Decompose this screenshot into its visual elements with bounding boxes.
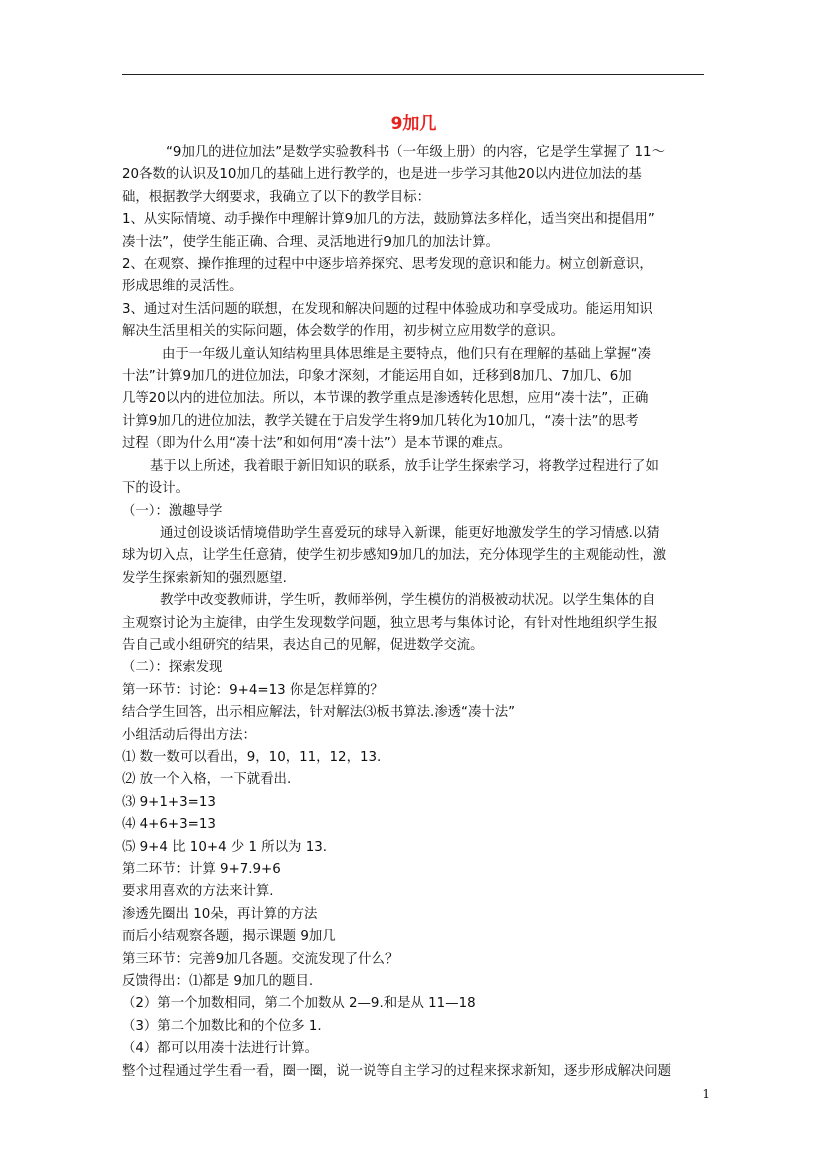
- text-line: 发学生探索新知的强烈愿望.: [122, 570, 287, 586]
- text-line: 十法”计算9加几的进位加法，印象才深刻，才能运用自如，迁移到8加几、7加几、6加: [122, 369, 632, 385]
- text-line: 1、从实际情境、动手操作中理解计算9加几的方法，鼓励算法多样化，适当突出和提倡用”: [122, 212, 655, 228]
- text-line: “9加几的进位加法”是数学实验教科书（一年级上册）的内容，它是学生掌握了 11～: [166, 145, 665, 160]
- text-line: 球为切入点，让学生任意猜，使学生初步感知9加几的加法，充分体现学生的主观能动性，激: [122, 548, 667, 564]
- text-line: 3、通过对生活问题的联想，在发现和解决问题的过程中体验成功和享受成功。能运用知识: [122, 301, 653, 317]
- text-line: 通过创设谈话情境借助学生喜爱玩的球导入新课，能更好地激发学生的学习情感.以猜: [160, 525, 660, 541]
- text-line: ⑷ 4+6+3=13: [122, 817, 216, 833]
- text-line: ⑸ 9+4 比 10+4 少 1 所以为 13.: [122, 839, 327, 855]
- text-line: ⑴ 数一数可以看出，9，10，11，12，13.: [122, 749, 382, 765]
- text-line: 形成思维的灵活性。: [122, 279, 243, 295]
- text-line: 小组活动后得出方法：: [122, 727, 256, 743]
- text-line: 由于一年级儿童认知结构里具体思维是主要特点，他们只有在理解的基础上掌握“凑: [162, 346, 651, 362]
- text-line: 整个过程通过学生看一看，圈一圈，说一说等自主学习的过程来探求新知，逐步形成解决问题: [122, 1063, 672, 1079]
- header-rule: [122, 74, 704, 75]
- text-line: 2、在观察、操作推理的过程中中逐步培养探究、思考发现的意识和能力。树立创新意识，: [122, 257, 653, 273]
- text-line: （二）：探索发现: [122, 660, 223, 676]
- text-line: 下的设计。: [122, 481, 189, 497]
- text-line: 凑十法”，使学生能正确、合理、灵活地进行9加几的加法计算。: [122, 234, 500, 250]
- text-line: ⑶ 9+1+3=13: [122, 794, 216, 810]
- text-line: （2）第一个加数相同，第二个加数从 2—9.和是从 11—18: [122, 996, 476, 1012]
- document-title: 9加几: [390, 114, 437, 134]
- text-line: ⑵ 放一个入格，一下就看出.: [122, 772, 292, 788]
- text-line: 主观察讨论为主旋律，由学生发现数学问题，独立思考与集体讨论，有针对性地组织学生报: [122, 615, 658, 631]
- text-line: 第三环节：完善9加几各题。交流发现了什么？: [122, 951, 399, 967]
- page-number: 1: [702, 1087, 710, 1101]
- text-line: 渗透先圈出 10朵，再计算的方法: [122, 906, 318, 922]
- text-line: （3）第二个加数比和的个位多 1.: [122, 1018, 322, 1034]
- text-line: 告自己或小组研究的结果，表达自己的见解，促进数学交流。: [122, 637, 484, 653]
- text-line: 计算9加几的进位加法，教学关键在于启发学生将9加几转化为10加几，“凑十法”的思考: [122, 413, 639, 429]
- text-line: 几等20以内的进位加法。所以，本节课的教学重点是渗透转化思想，应用“凑十法”，正确: [122, 391, 649, 407]
- body-text: [122, 142, 707, 1083]
- text-line: （4）都可以用凑十法进行计算。: [122, 1041, 318, 1057]
- text-line: （一）：激趣导学: [122, 503, 223, 519]
- text-line: 反馈得出：⑴都是 9加几的题目.: [122, 974, 314, 990]
- text-line: 结合学生回答，出示相应解法，针对解法⑶板书算法.渗透“凑十法”: [122, 705, 516, 721]
- text-line: 第一环节：讨论：9+4=13 你是怎样算的？: [122, 682, 384, 698]
- text-line: 解决生活里相关的实际问题，体会数学的作用，初步树立应用数学的意识。: [122, 324, 564, 340]
- text-line: 20各数的认识及10加几的基础上进行教学的，也是进一步学习其他20以内进位加法的基: [122, 167, 642, 183]
- text-line: 要求用喜欢的方法来计算.: [122, 884, 274, 900]
- text-line: 教学中改变教师讲，学生听，教师举例，学生模仿的消极被动状况。以学生集体的自: [160, 593, 656, 609]
- text-line: 础，根据教学大纲要求，我确立了以下的教学目标：: [122, 189, 430, 205]
- text-line: 而后小结观察各题，揭示课题 9加几: [122, 929, 336, 945]
- text-line: 过程（即为什么用“凑十法”和如何用“凑十法”）是本节课的难点。: [122, 436, 512, 452]
- text-line: 基于以上所述，我着眼于新旧知识的联系，放手让学生探索学习，将教学过程进行了如: [150, 458, 659, 474]
- text-line: 第二环节：计算 9+7.9+6: [122, 862, 281, 877]
